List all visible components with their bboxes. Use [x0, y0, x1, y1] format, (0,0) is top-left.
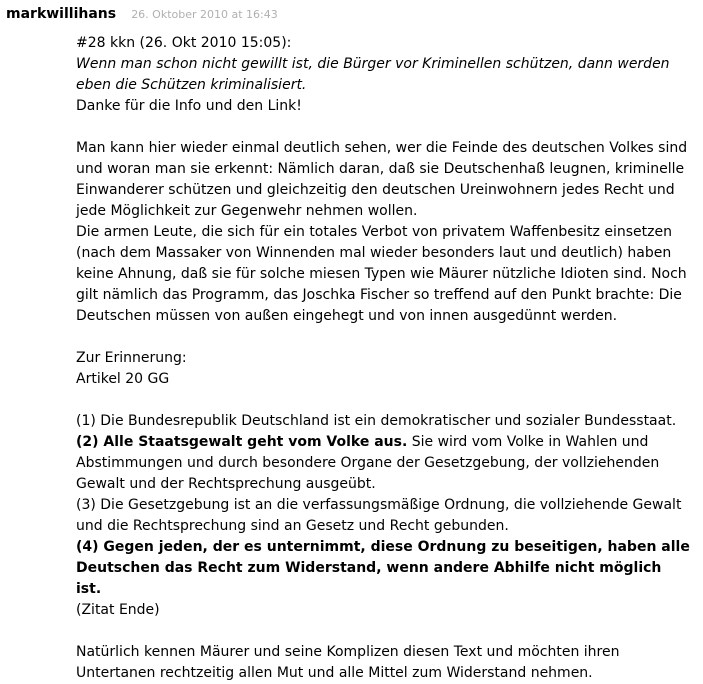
comment-header	[6, 3, 278, 22]
reply-reference: #28 kkn (26. Okt 2010 15:05):	[76, 35, 292, 51]
article-clause-1: (1) Die Bundesrepublik Deutschland ist ein demokratischer und sozialer Bundesstaat.	[76, 413, 677, 429]
comment-body	[76, 33, 691, 684]
thanks-line: Danke für die Info und den Link!	[76, 98, 302, 114]
article-clause-2	[76, 432, 691, 495]
article-clause-2-bold: (2) Alle Staatsgewalt geht vom Volke aus.	[76, 434, 408, 450]
article-clause-2-rest: Sie wird vom Volke in Wahlen und Abstimmungen und durch besondere Organe der Gesetzgebung, der vollziehenden Gewalt und der Rechtsprechung ausgeübt.	[76, 434, 660, 492]
comment-timestamp: 26. Oktober 2010 at 16:43	[131, 8, 278, 21]
comment-author-link[interactable]: markwillihans	[6, 6, 117, 22]
article-clause-3: (3) Die Gesetzgebung ist an die verfassungsmäßige Ordnung, die vollziehende Gewalt und die Rechtsprechung sind an Gesetz und Recht gebunden.	[76, 497, 682, 534]
article-label: Artikel 20 GG	[76, 371, 170, 387]
article-clause-4: (4) Gegen jeden, der es unternimmt, diese Ordnung zu beseitigen, haben alle Deutschen das Recht zum Widerstand, wenn andere Abhilfe nicht möglich ist.	[76, 539, 690, 597]
paragraph-2: Die armen Leute, die sich für ein totales Verbot von privatem Waffenbesitz einsetzen (nach dem Massaker von Winnenden mal wieder besonders laut und deutlich) haben keine Ahnung, daß sie für solche miesen Typen wie Mäurer nützliche Idioten sind. Noch gilt nämlich das Programm, das Joschka Fischer so treffend auf den Punkt brachte: Die Deutschen müssen von außen eingehegt und von innen ausgedünnt werden.	[76, 224, 687, 324]
reminder-label: Zur Erinnerung:	[76, 350, 187, 366]
closing-paragraph: Natürlich kennen Mäurer und seine Komplizen diesen Text und möchten ihren Untertanen rechtzeitig allen Mut und alle Mittel zum Widerstand nehmen.	[76, 644, 620, 681]
paragraph-1: Man kann hier wieder einmal deutlich sehen, wer die Feinde des deutschen Volkes sind und woran man sie erkennt: Nämlich daran, daß sie Deutschenhaß leugnen, kriminelle Einwanderer schützen und gleichzeitig den deutschen Ureinwohnern jedes Recht und jede Möglichkeit zur Gegenwehr nehmen wollen.	[76, 140, 688, 219]
quoted-text: Wenn man schon nicht gewillt ist, die Bürger vor Kriminellen schützen, dann werden eben die Schützen kriminalisiert.	[76, 56, 670, 93]
quote-end: (Zitat Ende)	[76, 602, 160, 618]
